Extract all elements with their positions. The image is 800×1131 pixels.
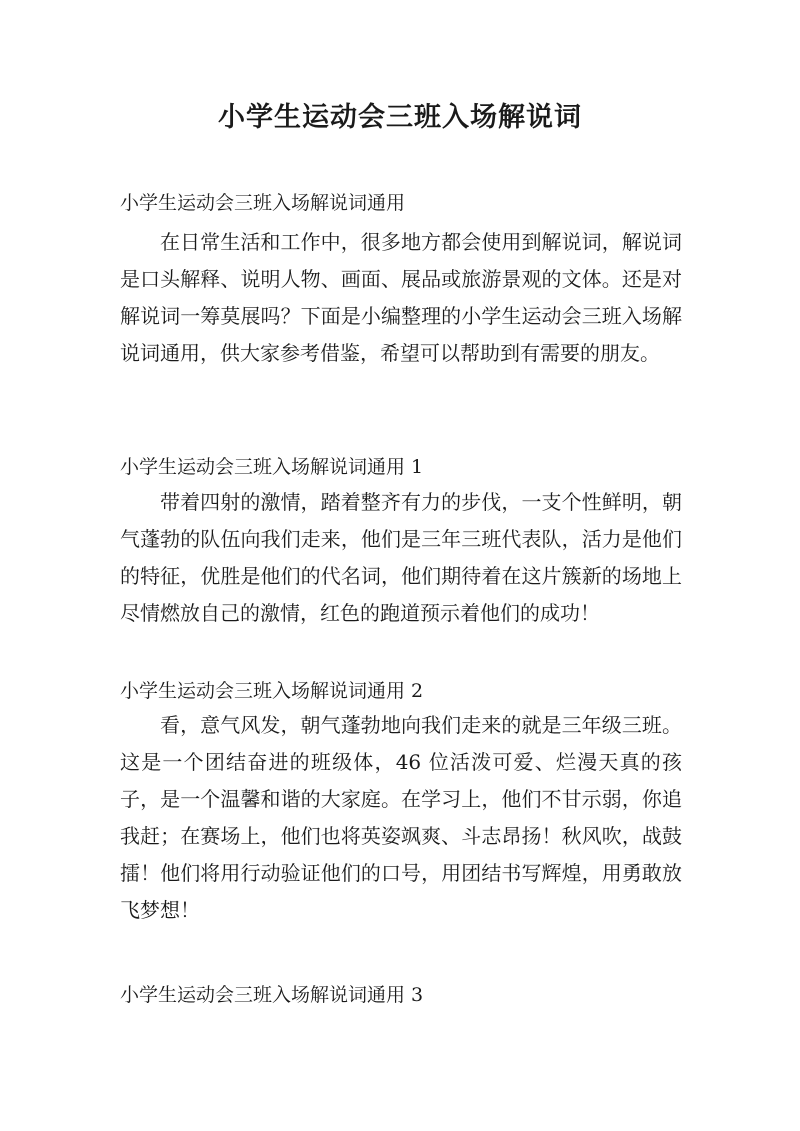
section-paragraph-1: 带着四射的激情，踏着整齐有力的步伐，一支个性鲜明，朝气蓬勃的队伍向我们走来，他们是三年三班代表队，活力是他们的特征，优胜是他们的代名词，他们期待着在这片簇新的场地上尽情燃放自己的激情，红色的跑道预示着他们的成功！ xyxy=(120,490,682,625)
section-heading-2: 小学生运动会三班入场解说词通用 2 xyxy=(120,680,424,702)
section-heading-intro: 小学生运动会三班入场解说词通用 xyxy=(120,192,406,214)
section-heading-1: 小学生运动会三班入场解说词通用 1 xyxy=(120,456,424,478)
document-title: 小学生运动会三班入场解说词 xyxy=(218,102,582,133)
section-paragraph-2: 看，意气风发，朝气蓬勃地向我们走来的就是三年级三班。这是一个团结奋进的班级体，46 位活泼可爱、烂漫天真的孩子，是一个温馨和谐的大家庭。在学习上，他们不甘示弱，你追我赶；在赛场上，他们也将英姿飒爽、斗志昂扬！秋风吹，战鼓擂！他们将用行动验证他们的口号，用团结书写辉煌，用勇敢放飞梦想！ xyxy=(120,713,682,922)
section-paragraph-intro: 在日常生活和工作中，很多地方都会使用到解说词，解说词是口头解释、说明人物、画面、展品或旅游景观的文体。还是对解说词一筹莫展吗？下面是小编整理的小学生运动会三班入场解说词通用，供大家参考借鉴，希望可以帮助到有需要的朋友。 xyxy=(120,230,682,365)
section-heading-3: 小学生运动会三班入场解说词通用 3 xyxy=(120,984,424,1006)
